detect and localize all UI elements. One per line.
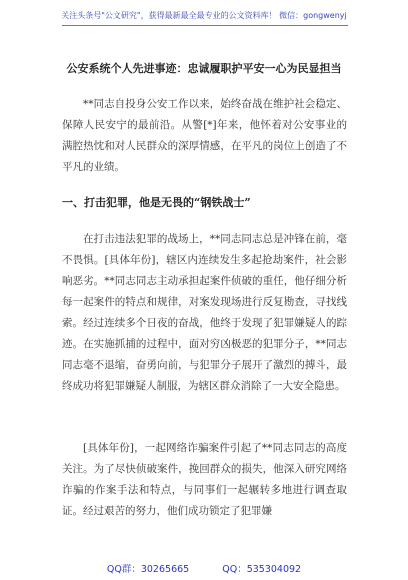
body-paragraph-2: 在打击违法犯罪的战场上，**同志同志总是冲锋在前，毫不畏惧。[具体年份]，辖区内连续发生多起抢劫案件，社会影响恶劣。**同志同志主动承担起案件侦破的重任，他仔细分析每一起案件的特点和规律，对案发现场进行反复勘查，寻找线索。经过连续多个日夜的奋战，他终于发现了犯罪嫌疑人的踪迹。在实施抓捕的过程中，面对穷凶极恶的犯罪分子，**同志同志毫不退缩，奋勇向前，与犯罪分子展开了激烈的搏斗，最终成功将犯罪嫌疑人制服，为辖区群众消除了一大安全隐患。 — [62, 233, 347, 392]
header-divider — [62, 25, 348, 26]
footer-qq-number: QQ：535304092 — [222, 564, 302, 575]
document-title: 公安系统个人先进事迹：忠诚履职护平安一心为民显担当 — [66, 62, 342, 75]
section-heading-1: 一、打击犯罪，他是无畏的“钢铁战士” — [62, 196, 251, 209]
header-banner: 关注头条号"公文研究"，获得最新最全最专业的公文资料库！ 微信：gongwenyj — [61, 11, 347, 20]
footer-contact — [0, 561, 408, 575]
intro-paragraph: **同志自投身公安工作以来，始终奋战在维护社会稳定、保障人民安宁的最前沿。从警[*]年来，他怀着对公安事业的满腔热忱和对人民群众的深厚情感，在平凡的岗位上创造了不平凡的业绩。 — [62, 98, 347, 173]
body-paragraph-3: [具体年份]，一起网络诈骗案件引起了**同志同志的高度关注。为了尽快侦破案件，挽回群众的损失，他深入研究网络诈骗的作案手法和特点，与同事们一起辗转多地进行调查取证。经过艰苦的努力，他们成功锁定了犯罪嫌 — [62, 442, 347, 517]
footer-qq-group: QQ群：30265665 — [106, 564, 190, 575]
